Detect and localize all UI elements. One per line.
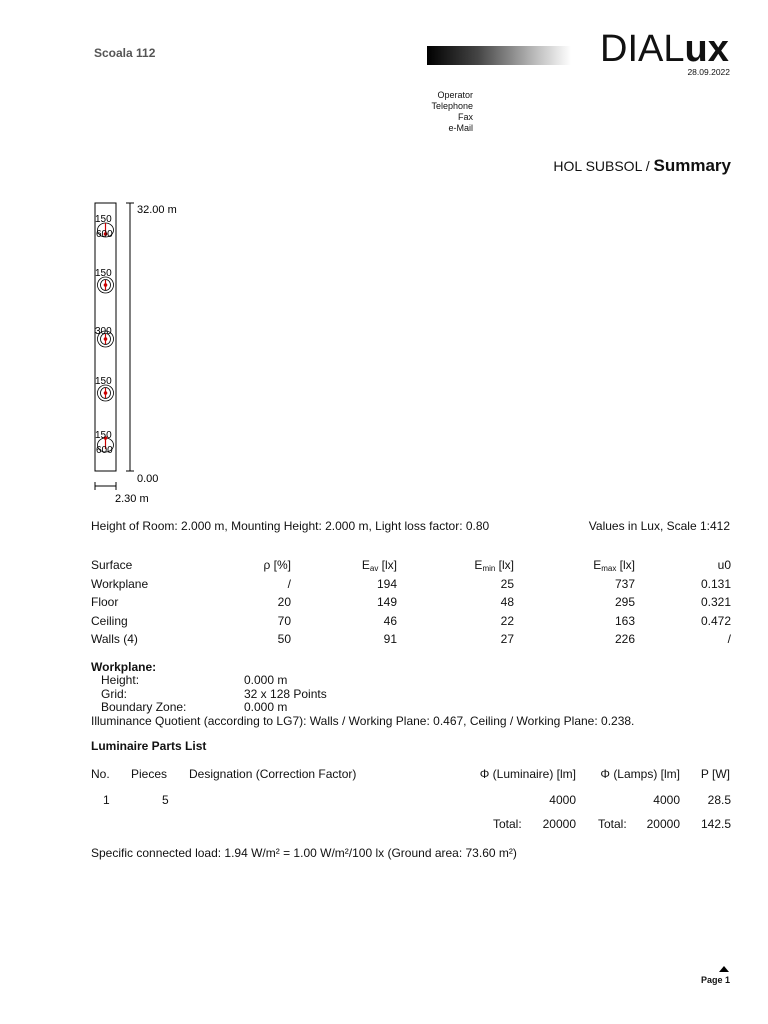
isoline-label: 300: [95, 326, 112, 337]
workplane-height-value: 0.000 m: [244, 673, 288, 687]
surface-eav: 149: [376, 595, 397, 610]
header-emax: $E_{max}$ [lx]: [593, 557, 635, 573]
table-row: [91, 612, 731, 631]
surfaces-table: [91, 556, 731, 649]
workplane-title: Workplane:: [91, 660, 157, 674]
header-u0: u0: [717, 558, 731, 573]
dialux-logo: [600, 28, 729, 71]
header-rho: ρ [%]: [263, 558, 291, 573]
total-power: 142.5: [700, 817, 731, 831]
total-label-lamps: Total:: [598, 817, 627, 831]
luminaire-symbol: [98, 385, 114, 401]
parts-row-no: 1: [103, 793, 110, 807]
parts-header-no: No.: [91, 767, 110, 781]
surface-emax: 163: [614, 613, 635, 628]
width-label: 2.30 m: [115, 493, 149, 505]
surface-rho: 20: [277, 595, 291, 610]
contact-telephone: Telephone: [431, 101, 473, 111]
logo-ux: ux: [684, 28, 729, 70]
report-date: 28.09.2022: [687, 67, 730, 77]
surface-emin: 48: [500, 595, 514, 610]
surface-u0: 0.131: [700, 576, 731, 591]
isoline-label: 150: [95, 214, 112, 225]
project-name: Scoala 112: [94, 46, 156, 60]
isoline-label: 150: [95, 430, 112, 441]
surface-name: Ceiling: [91, 613, 128, 628]
header-gradient-bar: [427, 46, 571, 65]
length-label: 32.00 m: [137, 204, 177, 216]
surface-name: Workplane: [91, 576, 149, 591]
parts-list-title: Luminaire Parts List: [91, 739, 207, 753]
parts-header-lamps-flux: Φ (Lamps) [lm]: [600, 767, 680, 781]
contact-email: e-Mail: [448, 123, 473, 133]
specific-connected-load: Specific connected load: 1.94 W/m² = 1.00 W/m²/100 lx (Ground area: 73.60 m²): [91, 846, 517, 860]
surface-emax: 226: [614, 632, 635, 647]
header-emin: $E_{min}$ [lx]: [474, 557, 514, 573]
floor-plan-drawing: [88, 198, 198, 508]
parts-row-pieces: 5: [162, 793, 169, 807]
table-row: [91, 630, 731, 649]
parts-header-pieces: Pieces: [131, 767, 168, 781]
workplane-boundary-label: Boundary Zone:: [101, 700, 187, 714]
total-label-luminaire: Total:: [493, 817, 522, 831]
luminaire-symbol: [98, 277, 114, 293]
surface-emin: 27: [500, 632, 514, 647]
illuminance-quotient: Illuminance Quotient (according to LG7): Walls / Working Plane: 0.467, Ceiling / Working Plane: 0.238.: [91, 714, 635, 728]
total-lamps-flux: 20000: [646, 817, 680, 831]
workplane-boundary-value: 0.000 m: [244, 700, 288, 714]
workplane-height-label: Height:: [101, 673, 140, 687]
surface-emin: 25: [500, 576, 514, 591]
surface-rho: 50: [277, 632, 291, 647]
surface-emin: 22: [500, 613, 514, 628]
page-number: Page 1: [700, 975, 730, 985]
surface-name: Walls (4): [91, 632, 138, 647]
scale-info: Values in Lux, Scale 1:412: [588, 519, 730, 533]
surface-eav: 91: [383, 632, 397, 647]
contact-block: [380, 90, 473, 134]
parts-header-designation: Designation (Correction Factor): [189, 767, 357, 781]
origin-label: 0.00: [137, 473, 159, 485]
surface-rho: /: [287, 576, 291, 591]
table-row: [91, 593, 731, 612]
isoline-label: 150: [95, 376, 112, 387]
room-info: Height of Room: 2.000 m, Mounting Height: 2.000 m, Light loss factor: 0.80: [91, 519, 490, 533]
surface-u0: /: [727, 632, 731, 647]
page-up-arrow-icon: [719, 966, 729, 972]
surface-emax: 737: [614, 576, 635, 591]
parts-row-luminaire-flux: 4000: [549, 793, 576, 807]
parts-row-lamps-flux: 4000: [653, 793, 680, 807]
section-title: Summary: [653, 156, 731, 175]
table-row: [91, 575, 731, 594]
logo-dia: DIAL: [600, 28, 685, 70]
surface-name: Floor: [91, 595, 119, 610]
parts-header-power: P [W]: [700, 767, 730, 781]
surface-u0: 0.321: [700, 595, 731, 610]
surface-eav: 194: [376, 576, 397, 591]
isoline-label: 600: [96, 445, 113, 456]
surface-rho: 70: [277, 613, 291, 628]
workplane-grid-label: Grid:: [101, 687, 128, 701]
isoline-label: 600: [96, 229, 113, 240]
total-luminaire-flux: 20000: [542, 817, 576, 831]
contact-operator: Operator: [437, 90, 473, 100]
surface-emax: 295: [614, 595, 635, 610]
table-header-row: [91, 556, 731, 575]
header-surface: Surface: [91, 558, 133, 573]
room-title: HOL SUBSOL /: [553, 158, 650, 174]
surface-u0: 0.472: [700, 613, 731, 628]
header-eav: $E_{av}$ [lx]: [361, 557, 397, 573]
parts-header-luminaire-flux: Φ (Luminaire) [lm]: [479, 767, 576, 781]
parts-row-power: 28.5: [707, 793, 731, 807]
contact-fax: Fax: [457, 112, 473, 122]
workplane-grid-value: 32 x 128 Points: [244, 687, 327, 701]
isoline-label: 150: [95, 268, 112, 279]
page-title: [430, 156, 731, 176]
surface-eav: 46: [383, 613, 397, 628]
